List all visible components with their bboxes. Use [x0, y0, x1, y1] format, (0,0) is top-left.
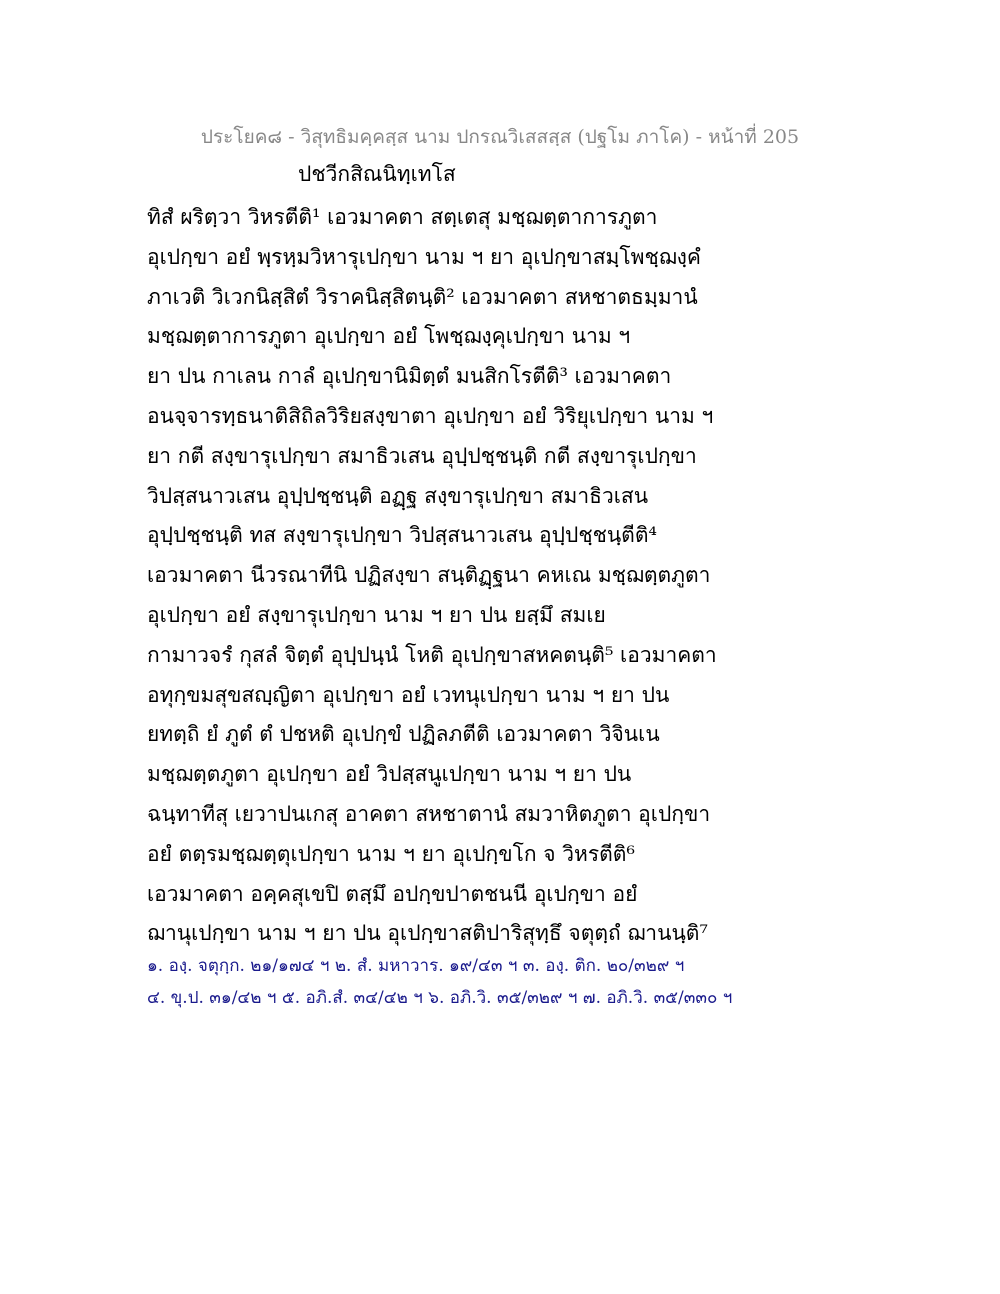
- footnote-line: ๔. ขุ.ป. ๓๑/๔๒ ฯ ๕. อภิ.สํ. ๓๔/๔๒ ฯ ๖. อภิ.วิ. ๓๕/๓๒๙ ฯ ๗. อภิ.วิ. ๓๕/๓๓๐ ฯ: [147, 988, 733, 1008]
- text-line: ทิสํ ผริตฺวา วิหรตีติ¹ เอวมาคตา สตฺเตสุ มชฺฌตฺตาการภูตา: [147, 205, 658, 229]
- footnote-line: ๑. องฺ. จตุกฺก. ๒๑/๑๗๔ ฯ ๒. สํ. มหาวาร. ๑๙/๔๓ ฯ ๓. องฺ. ติก. ๒๐/๓๒๙ ฯ: [147, 956, 685, 976]
- text-line: อุเปกฺขา อยํ พฺรหฺมวิหารุเปกฺขา นาม ฯ ยา อุเปกฺขาสมฺโพชฺฌงฺคํ: [147, 244, 701, 269]
- text-line: เอวมาคตา นีวรณาทีนิ ปฏิสงฺขา สนฺติฏฺฐนา คหเณ มชฺฌตฺตภูตา: [147, 563, 711, 588]
- text-line: วิปสฺสนาวเสน อุปฺปชฺชนฺติ อฏฺฐ สงฺขารุเปกฺขา สมาธิวเสน: [147, 483, 649, 508]
- text-line: มชฺฌตฺตภูตา อุเปกฺขา อยํ วิปสฺสนูเปกฺขา นาม ฯ ยา ปน: [147, 762, 632, 787]
- text-line: เอวมาคตา อคฺคสุเขปิ ตสฺมึ อปกฺขปาตชนนี อุเปกฺขา อยํ: [147, 881, 638, 906]
- text-line: ยา ปน กาเลน กาลํ อุเปกฺขานิมิตฺตํ มนสิกโรตีติ³ เอวมาคตา: [147, 364, 672, 389]
- text-line: อยํ ตตฺรมชฺฌตฺตุเปกฺขา นาม ฯ ยา อุเปกฺขโก จ วิหรตีติ⁶: [147, 841, 635, 866]
- text-line: อุปฺปชฺชนฺติ ทส สงฺขารุเปกฺขา วิปสฺสนาวเสน อุปฺปชฺชนฺตีติ⁴: [147, 523, 657, 548]
- text-line: อทุกฺขมสุขสญฺญิตา อุเปกฺขา อยํ เวทนุเปกฺขา นาม ฯ ยา ปน: [147, 682, 670, 707]
- text-line: มชฺฌตฺตาการภูตา อุเปกฺขา อยํ โพชฺฌงฺคุเปกฺขา นาม ฯ: [147, 324, 631, 349]
- page-header: ประโยค๘ - วิสุทธิมคฺคสฺส นาม ปกรณวิเสสสฺส (ปฐโม ภาโค) - หน้าที่ 205: [200, 126, 800, 148]
- text-line: ฌานุเปกฺขา นาม ฯ ยา ปน อุเปกฺขาสติปาริสุทฺธึ จตุตฺถํ ฌานนฺติ⁷: [147, 921, 708, 946]
- text-line: ยา กตี สงฺขารุเปกฺขา สมาธิวเสน อุปฺปชฺชนฺติ กตี สงฺขารุเปกฺขา: [147, 443, 697, 468]
- text-line: ฉนฺทาทีสุ เยวาปนเกสุ อาคตา สหชาตานํ สมวาหิตภูตา อุเปกฺขา: [147, 801, 711, 826]
- section-title: ปชวีกสิณนิทฺเทโส: [298, 162, 456, 186]
- text-line: ภาเวติ วิเวกนิสฺสิตํ วิราคนิสฺสิตนฺติ² เอวมาคตา สหชาตธมฺมานํ: [147, 284, 698, 309]
- text-line: กามาวจรํ กุสลํ จิตฺตํ อุปฺปนฺนํ โหติ อุเปกฺขาสหคตนฺติ⁵ เอวมาคตา: [147, 642, 717, 667]
- text-line: อุเปกฺขา อยํ สงฺขารุเปกฺขา นาม ฯ ยา ปน ยสฺมึ สมเย: [147, 602, 606, 627]
- text-line: ยทตฺถิ ยํ ภูตํ ตํ ปชหติ อุเปกฺขํ ปฏิลภตีติ เอวมาคตา วิจินเน: [147, 722, 660, 747]
- body-text: [147, 198, 847, 954]
- footnotes: [147, 950, 847, 1014]
- text-line: อนจฺจารทฺธนาติสิถิลวิริยสงฺขาตา อุเปกฺขา อยํ วิริยุเปกฺขา นาม ฯ: [147, 403, 714, 428]
